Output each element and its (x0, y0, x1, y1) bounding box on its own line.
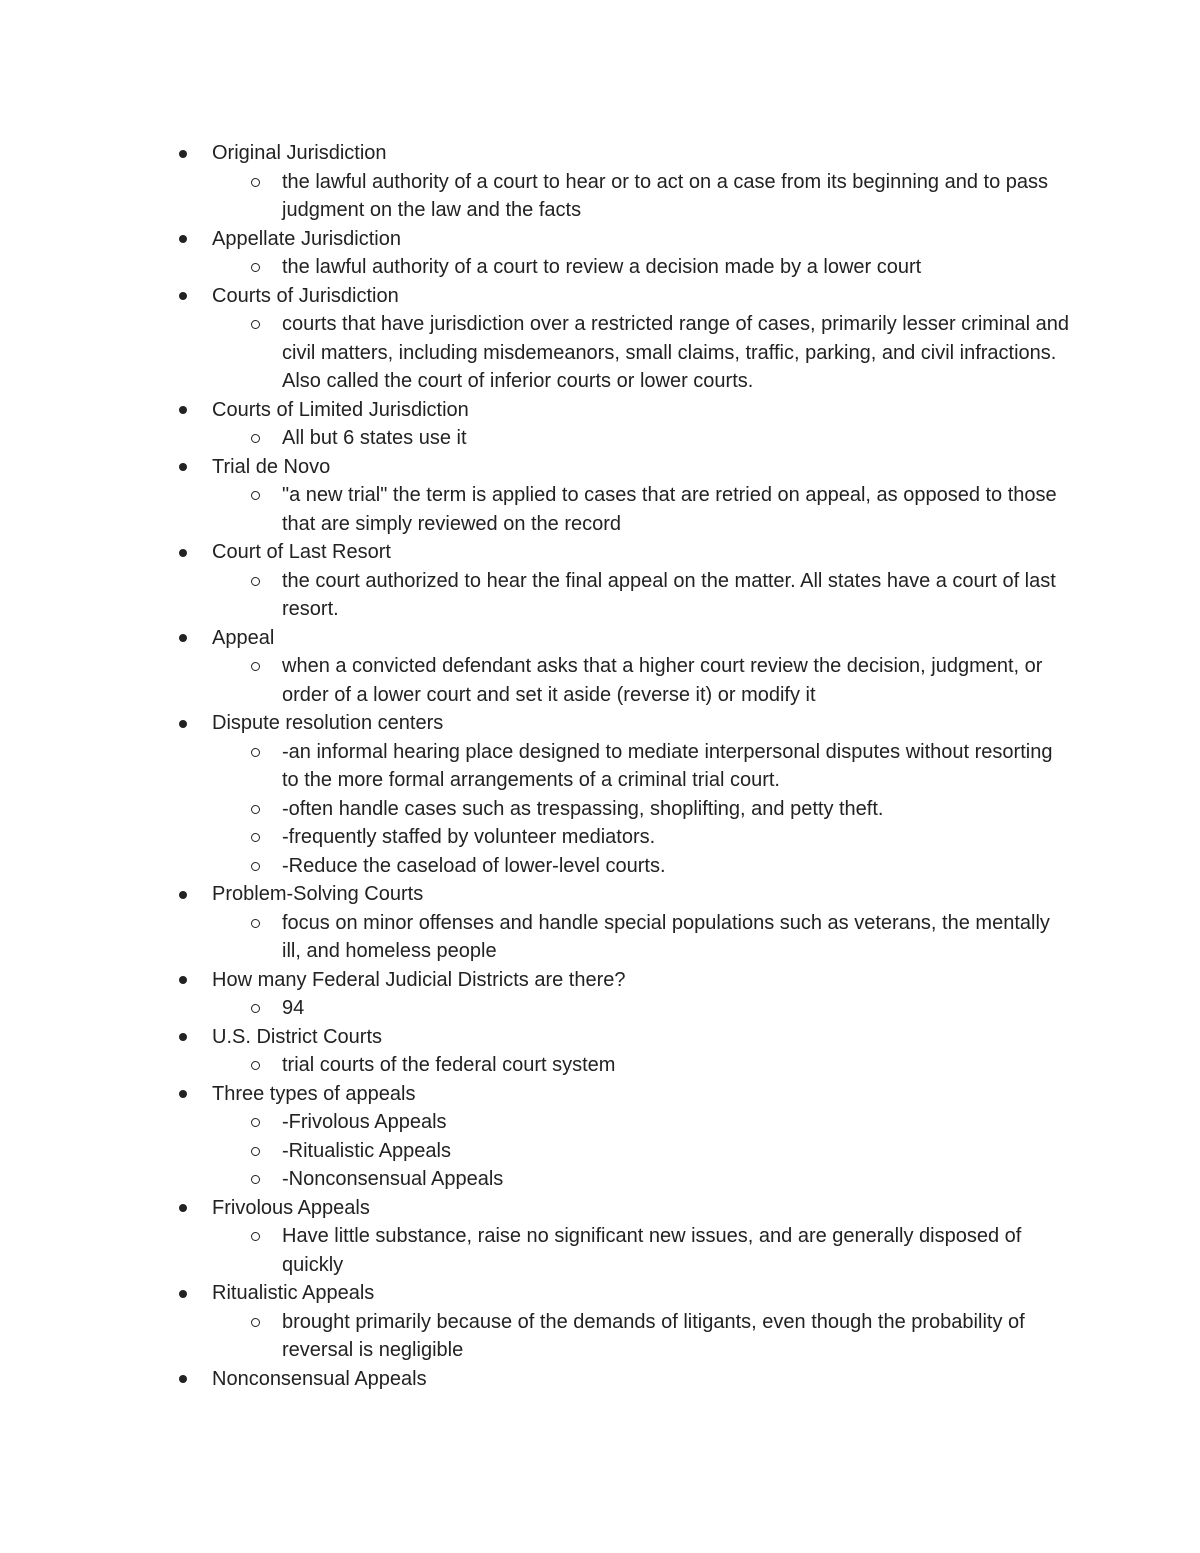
outline-item (0, 1194, 1200, 1280)
definition-list (0, 652, 1200, 709)
definition-text: -Reduce the caseload of lower-level courts. (282, 852, 1072, 881)
study-notes-list (0, 139, 1200, 1393)
term-heading: Frivolous Appeals (0, 1194, 1200, 1223)
outline-item (0, 1279, 1200, 1365)
term-heading: Appellate Jurisdiction (0, 225, 1200, 254)
term-heading: Original Jurisdiction (0, 139, 1200, 168)
definition-list (0, 1108, 1200, 1194)
outline-item (0, 624, 1200, 710)
outline-item (0, 282, 1200, 396)
term-heading: Ritualistic Appeals (0, 1279, 1200, 1308)
outline-item (0, 225, 1200, 282)
definition-text: -frequently staffed by volunteer mediators. (282, 823, 1072, 852)
outline-item (0, 396, 1200, 453)
definition-text: the lawful authority of a court to review a decision made by a lower court (282, 253, 1072, 282)
definition-list (0, 738, 1200, 881)
definition-list (0, 253, 1200, 282)
definition-text: when a convicted defendant asks that a higher court review the decision, judgment, or order of a lower court and set it aside (reverse it) or modify it (282, 652, 1072, 709)
term-heading: Trial de Novo (0, 453, 1200, 482)
definition-text: -Nonconsensual Appeals (282, 1165, 1072, 1194)
definition-list (0, 1051, 1200, 1080)
definition-list (0, 1308, 1200, 1365)
term-heading: How many Federal Judicial Districts are there? (0, 966, 1200, 995)
definition-text: 94 (282, 994, 1072, 1023)
definition-list (0, 168, 1200, 225)
term-heading: Appeal (0, 624, 1200, 653)
outline-item (0, 880, 1200, 966)
definition-list (0, 424, 1200, 453)
definition-text: -an informal hearing place designed to mediate interpersonal disputes without resorting to the more formal arrangements of a criminal trial court. (282, 738, 1072, 795)
definition-text: focus on minor offenses and handle special populations such as veterans, the mentally ill, and homeless people (282, 909, 1072, 966)
definition-text: brought primarily because of the demands of litigants, even though the probability of reversal is negligible (282, 1308, 1072, 1365)
definition-text: trial courts of the federal court system (282, 1051, 1072, 1080)
outline-item (0, 1365, 1200, 1394)
definition-list (0, 567, 1200, 624)
definition-text: "a new trial" the term is applied to cases that are retried on appeal, as opposed to those that are simply reviewed on the record (282, 481, 1072, 538)
term-heading: Courts of Limited Jurisdiction (0, 396, 1200, 425)
definition-list (0, 994, 1200, 1023)
outline-item (0, 1023, 1200, 1080)
definition-text: -Frivolous Appeals (282, 1108, 1072, 1137)
term-heading: Nonconsensual Appeals (0, 1365, 1200, 1394)
outline-item (0, 1080, 1200, 1194)
definition-list (0, 1222, 1200, 1279)
outline-item (0, 966, 1200, 1023)
definition-list (0, 481, 1200, 538)
definition-list (0, 909, 1200, 966)
outline-item (0, 139, 1200, 225)
outline-item (0, 709, 1200, 880)
term-heading: Courts of Jurisdiction (0, 282, 1200, 311)
term-heading: Three types of appeals (0, 1080, 1200, 1109)
term-heading: Problem-Solving Courts (0, 880, 1200, 909)
definition-text: courts that have jurisdiction over a restricted range of cases, primarily lesser criminal and civil matters, including misdemeanors, small claims, traffic, parking, and civil infractions. Also called the court of inferior courts or lower courts. (282, 310, 1072, 396)
term-heading: Court of Last Resort (0, 538, 1200, 567)
definition-text: All but 6 states use it (282, 424, 1072, 453)
definition-text: the lawful authority of a court to hear or to act on a case from its beginning and to pass judgment on the law and the facts (282, 168, 1072, 225)
term-heading: Dispute resolution centers (0, 709, 1200, 738)
definition-text: Have little substance, raise no significant new issues, and are generally disposed of quickly (282, 1222, 1072, 1279)
definition-text: -often handle cases such as trespassing, shoplifting, and petty theft. (282, 795, 1072, 824)
outline-item (0, 453, 1200, 539)
definition-text: the court authorized to hear the final appeal on the matter. All states have a court of last resort. (282, 567, 1072, 624)
outline-item (0, 538, 1200, 624)
definition-list (0, 310, 1200, 396)
term-heading: U.S. District Courts (0, 1023, 1200, 1052)
definition-text: -Ritualistic Appeals (282, 1137, 1072, 1166)
